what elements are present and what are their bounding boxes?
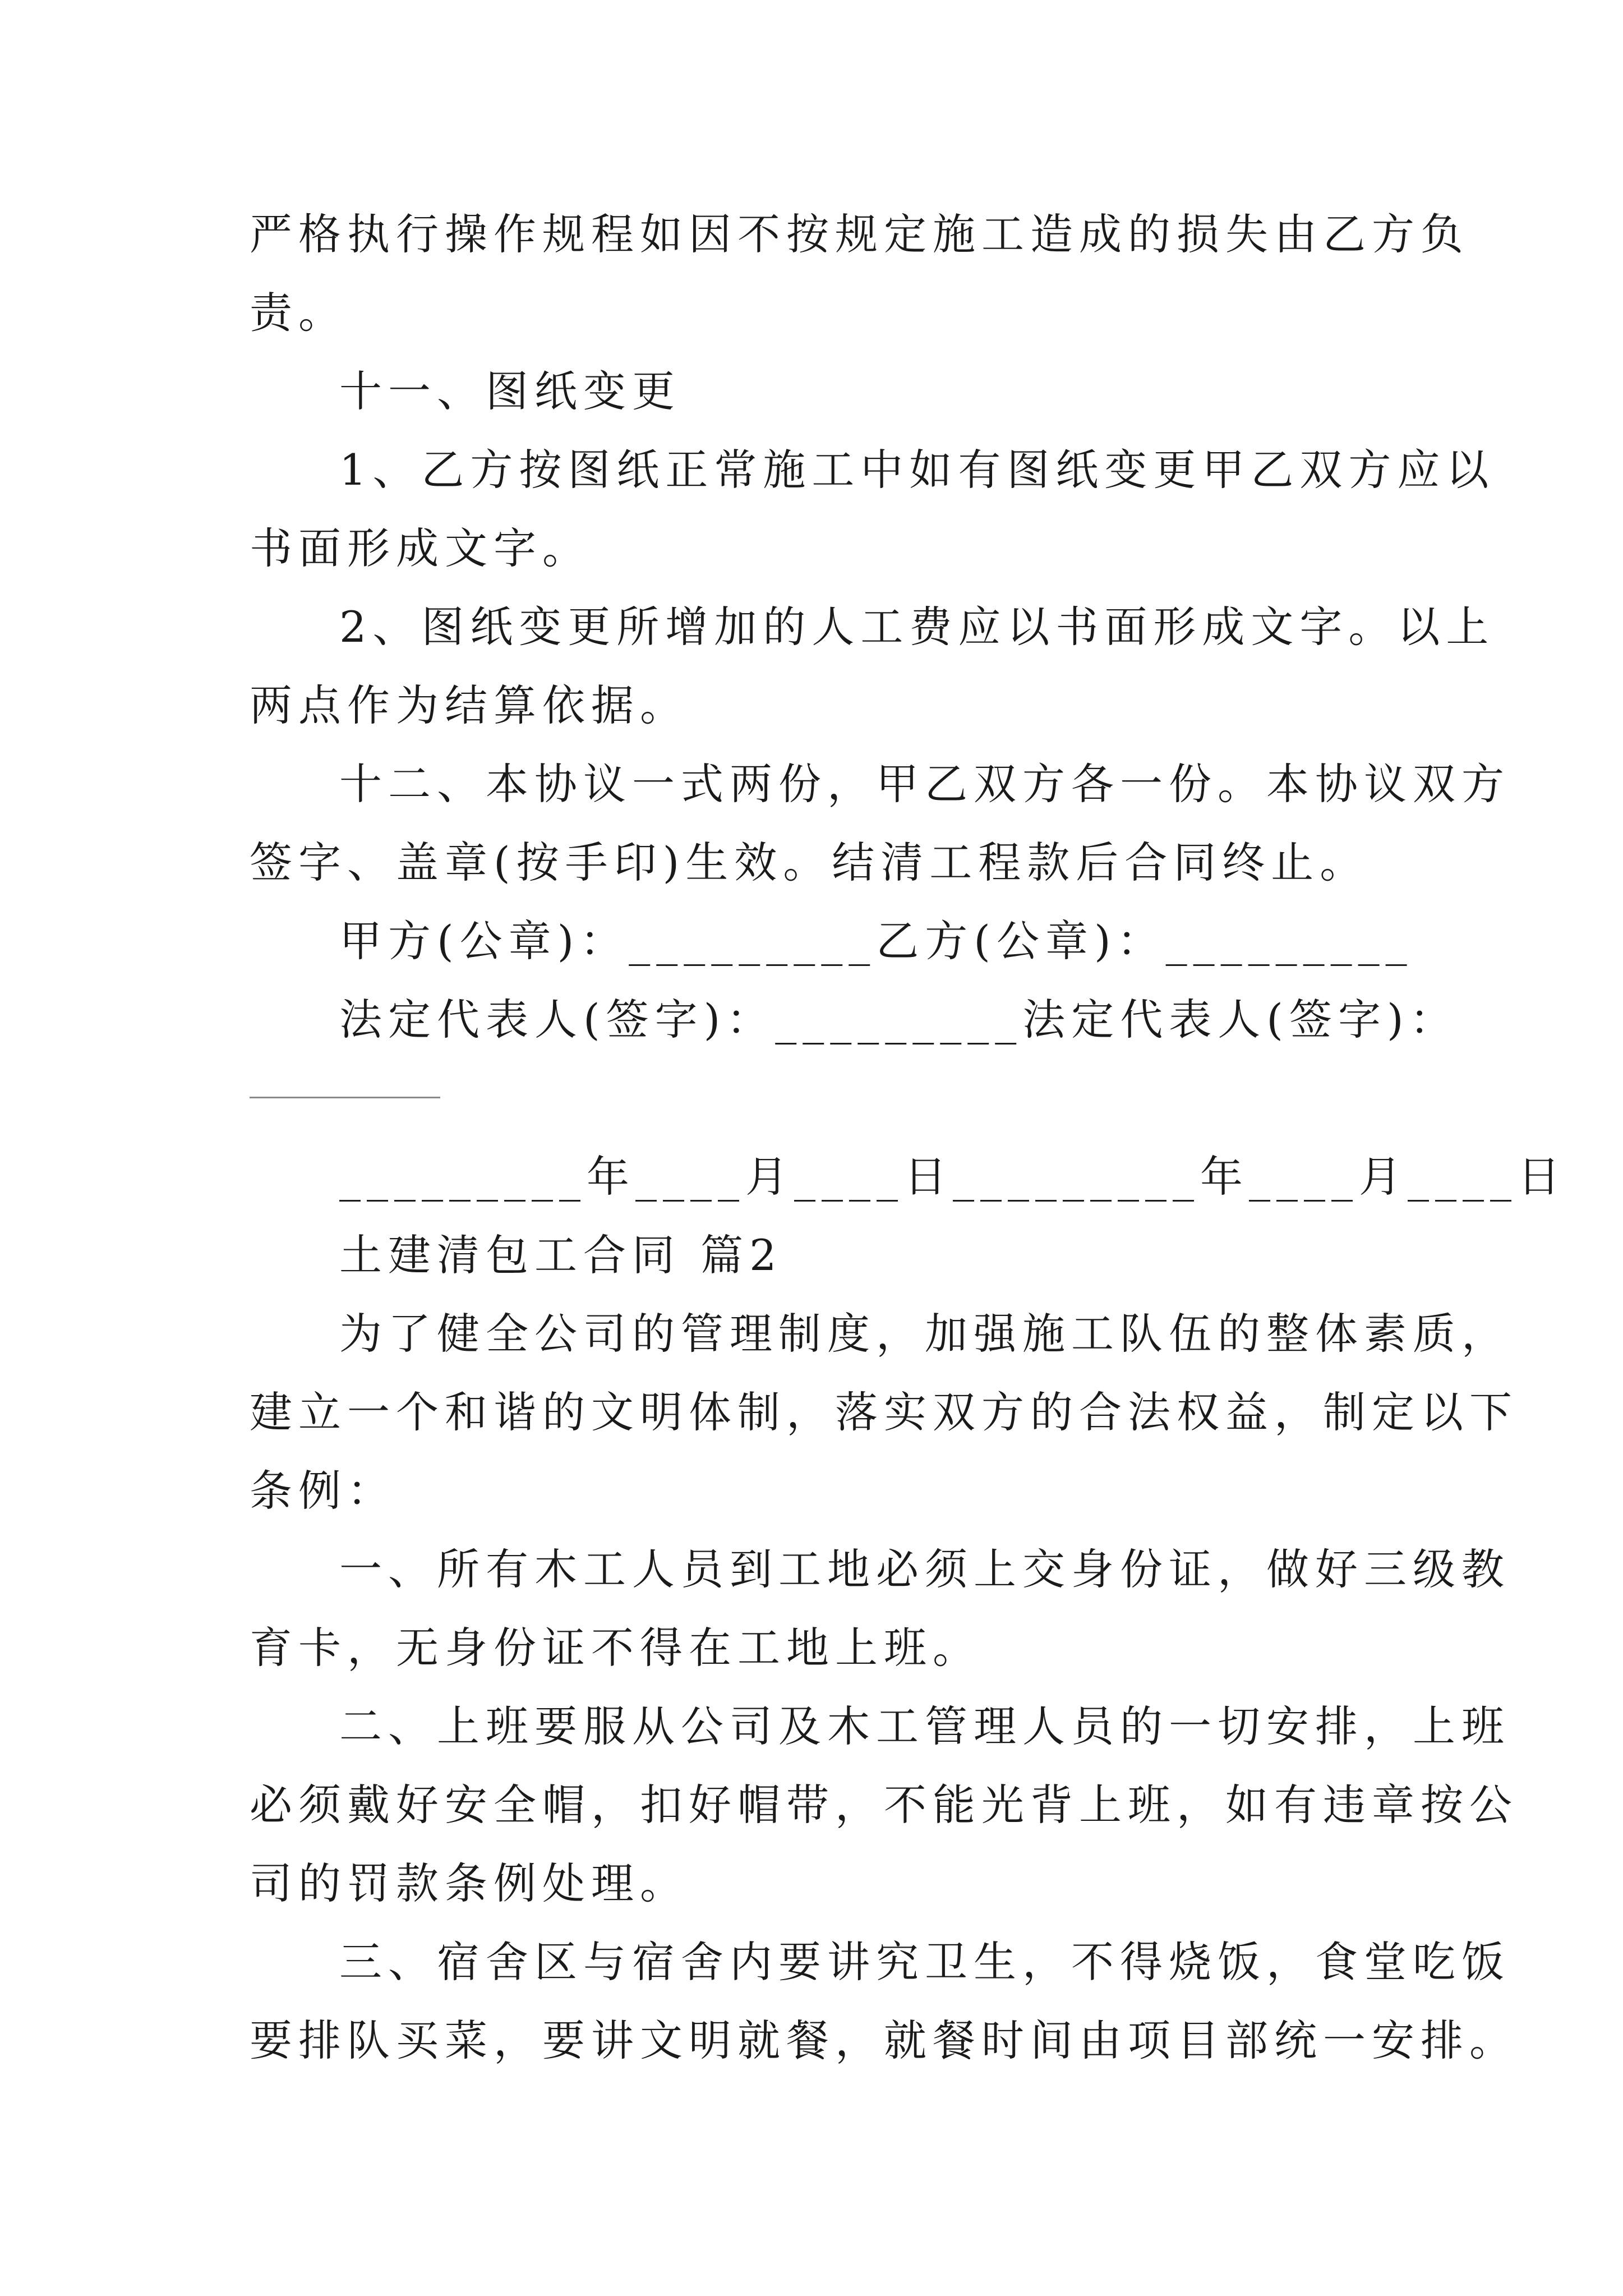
text-line: 要排队买菜，要讲文明就餐，就餐时间由项目部统一安排。: [250, 2016, 1518, 2065]
text-line: 条例：: [250, 1466, 396, 1516]
text-line: 签字、盖章(按手印)生效。结清工程款后合同终止。: [250, 838, 1369, 887]
section-heading: 十一、图纸变更: [339, 366, 681, 416]
date-line: _________年____月____日_________年____月____日: [339, 1152, 1566, 1202]
text-line: 严格执行操作规程如因不按规定施工造成的损失由乙方负: [250, 209, 1469, 259]
text-line: 2、图纸变更所增加的人工费应以书面形成文字。以上: [339, 602, 1495, 652]
text-line: 必须戴好安全帽，扣好帽带，不能光背上班，如有违章按公: [250, 1780, 1518, 1830]
text-line: 十二、本协议一式两份，甲乙双方各一份。本协议双方: [339, 759, 1510, 809]
text-line: 三、宿舍区与宿舍内要讲究卫生，不得烧饭，食堂吃饭: [339, 1937, 1510, 1987]
text-line: 育卡，无身份证不得在工地上班。: [250, 1623, 981, 1673]
text-line: 两点作为结算依据。: [250, 680, 689, 730]
signature-line-seal: 甲方(公章)：_________乙方(公章)：_________: [339, 916, 1413, 966]
text-line: 1、乙方按图纸正常施工中如有图纸变更甲乙双方应以: [339, 445, 1495, 495]
document-section-title: 土建清包工合同 篇2: [339, 1230, 783, 1280]
text-line: 司的罚款条例处理。: [250, 1858, 689, 1908]
text-line: 建立一个和谐的文明体制，落实双方的合法权益，制定以下: [250, 1387, 1518, 1437]
text-line: 一、所有木工人员到工地必须上交身份证，做好三级教: [339, 1544, 1510, 1594]
text-line: 责。: [250, 288, 347, 338]
signature-blank-underline: [250, 1097, 440, 1098]
text-line: 为了健全公司的管理制度，加强施工队伍的整体素质，: [339, 1309, 1510, 1359]
text-line: 书面形成文字。: [250, 523, 591, 573]
text-line: 二、上班要服从公司及木工管理人员的一切安排，上班: [339, 1701, 1510, 1751]
signature-line-representative: 法定代表人(签字)：_________法定代表人(签字)：: [339, 995, 1459, 1045]
